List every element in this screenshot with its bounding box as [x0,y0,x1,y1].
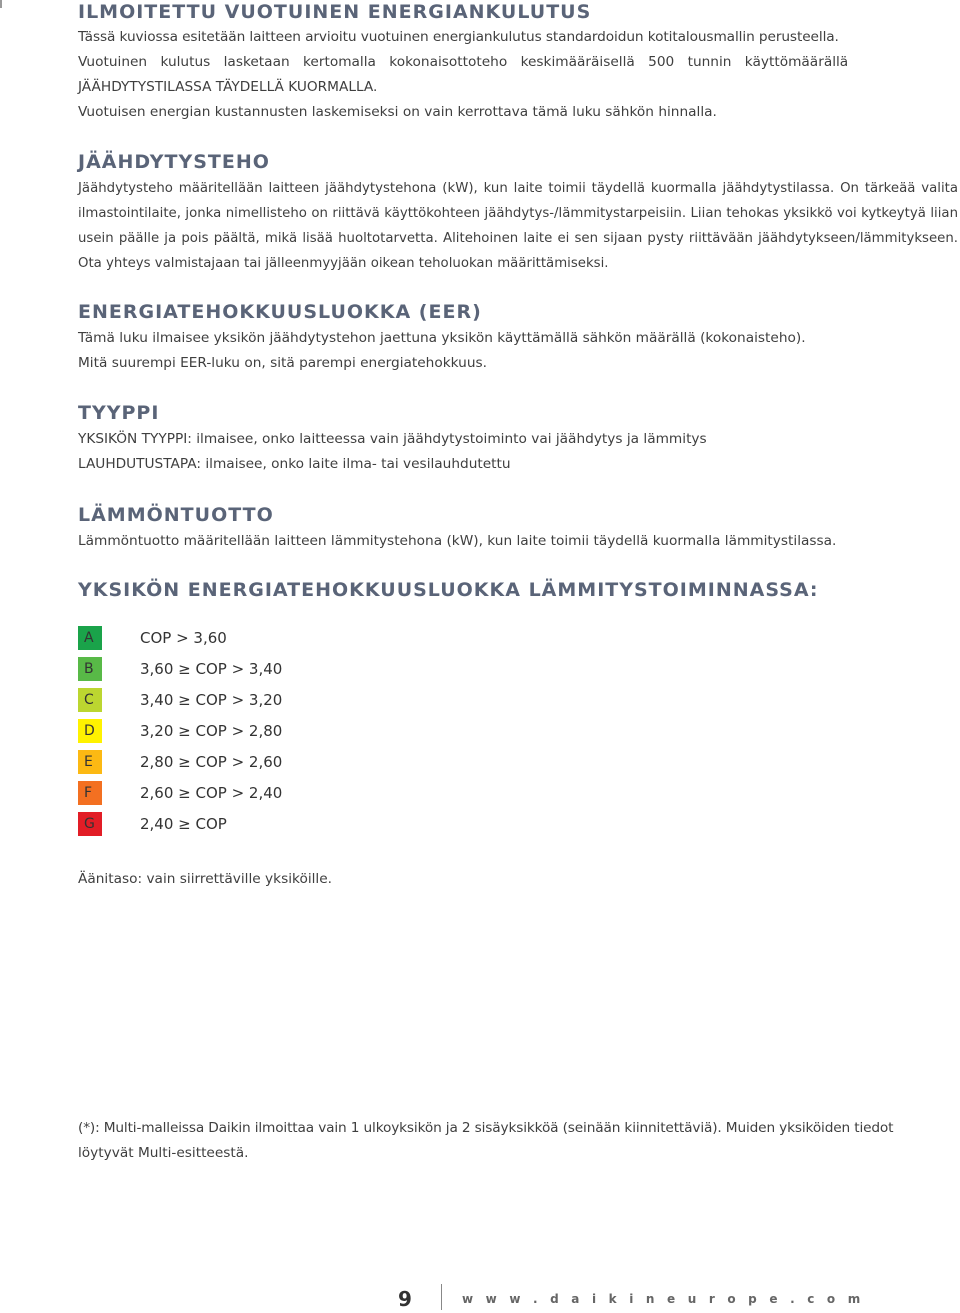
energy-class-range: 3,40 ≥ COP > 3,20 [140,691,283,709]
section-heading: JÄÄHDYTYSTEHO [78,151,270,173]
energy-class-badge: E [78,750,102,774]
energy-class-row-f [78,781,678,805]
energy-class-row-b [78,657,678,681]
section-heating-capacity [78,503,958,554]
paragraph-line: Tässä kuviossa esitetään laitteen arvioitu vuotuinen energiankulutus standardoidun kotitalousmallin perusteella. [78,29,839,45]
energy-class-row-a [78,626,678,650]
energy-class-range: 2,80 ≥ COP > 2,60 [140,753,283,771]
energy-class-badge: D [78,719,102,743]
footnote-line: (*): Multi-malleissa Daikin ilmoittaa vain 1 ulkoyksikön ja 2 sisäyksikköä (seinään kiinnitettäviä). Muiden yksiköiden tiedot [78,1120,894,1136]
section-type [78,401,958,477]
energy-class-badge: B [78,657,102,681]
paragraph-line: JÄÄHDYTYSTILASSA TÄYDELLÄ KUORMALLA. [78,79,378,95]
section-eer [78,300,958,376]
section-heading: LÄMMÖNTUOTTO [78,504,274,526]
footer-url: w w w . d a i k i n e u r o p e . c o m [462,1292,865,1306]
energy-class-range: 3,60 ≥ COP > 3,40 [140,660,283,678]
paragraph-line: Lämmöntuotto määritellään laitteen lämmitystehona (kW), kun laite toimii täydellä kuormalla lämmitystilassa. [78,533,837,549]
crop-mark [0,0,2,8]
section-annual-consumption [78,0,958,125]
paragraph-line: Mitä suurempi EER-luku on, sitä parempi energiatehokkuus. [78,355,487,371]
energy-class-row-d [78,719,678,743]
energy-class-range: COP > 3,60 [140,629,227,647]
energy-class-badge: F [78,781,102,805]
energy-class-badge: C [78,688,102,712]
section-heading: YKSIKÖN ENERGIATEHOKKUUSLUOKKA LÄMMITYSTOIMINNASSA: [78,579,819,601]
energy-class-range: 2,60 ≥ COP > 2,40 [140,784,283,802]
energy-class-row-e [78,750,678,774]
energy-class-badge: A [78,626,102,650]
paragraph-line: Vuotuinen kulutus lasketaan kertomalla kokonaisottoteho keskimääräisellä 500 tunnin käyttömäärällä [78,54,849,70]
section-cooling-capacity [78,150,958,276]
section-heading: ENERGIATEHOKKUUSLUOKKA (EER) [78,301,482,323]
footnote-line: löytyvät Multi-esitteestä. [78,1145,249,1161]
paragraph-line: Vuotuisen energian kustannusten laskemiseksi on vain kerrottava tämä luku sähkön hinnalla. [78,104,717,120]
paragraph-line: YKSIKÖN TYYPPI: ilmaisee, onko laitteessa vain jäähdytystoiminto vai jäähdytys ja lämmitys [78,431,707,447]
section-heading: TYYPPI [78,402,160,424]
footnote [78,1116,958,1166]
noise-note [78,867,958,892]
section-paragraph: Jäähdytysteho määritellään laitteen jäähdytystehona (kW), kun laite toimii täydellä kuormalla jäähdytystilassa. On tärkeää valita ilmastointilaite, jonka nimellisteho on riittävä käyttökohteen jäähdytys-/lämmitystarpeisiin. Liian tehokas yksikkö voi kytkeytyä liian usein päälle ja pois päältä, mikä lisää huoltotarvetta. Alitehoinen laite ei sen sijaan pysty riittävään jäähdytykseen/lämmitykseen. Ota yhteys valmistajaan tai jälleenmyyjään oikean teholuokan määrittämiseksi. [78,181,958,271]
energy-class-range: 2,40 ≥ COP [140,815,227,833]
section-heading: ILMOITETTU VUOTUINEN ENERGIANKULUTUS [78,1,592,23]
paragraph-line: LAUHDUTUSTAPA: ilmaisee, onko laite ilma- tai vesilauhdutettu [78,456,511,472]
energy-class-row-c [78,688,678,712]
energy-class-badge: G [78,812,102,836]
paragraph-line: Tämä luku ilmaisee yksikön jäähdytystehon jaettuna yksikön käyttämällä sähkön määrällä (kokonaisteho). [78,330,806,346]
page-number: 9 [398,1287,412,1311]
noise-note-text: Äänitaso: vain siirrettäville yksiköille. [78,871,332,887]
energy-class-range: 3,20 ≥ COP > 2,80 [140,722,283,740]
energy-class-row-g [78,812,678,836]
section-heating-energy-class [78,578,958,602]
footer-divider [441,1284,442,1310]
